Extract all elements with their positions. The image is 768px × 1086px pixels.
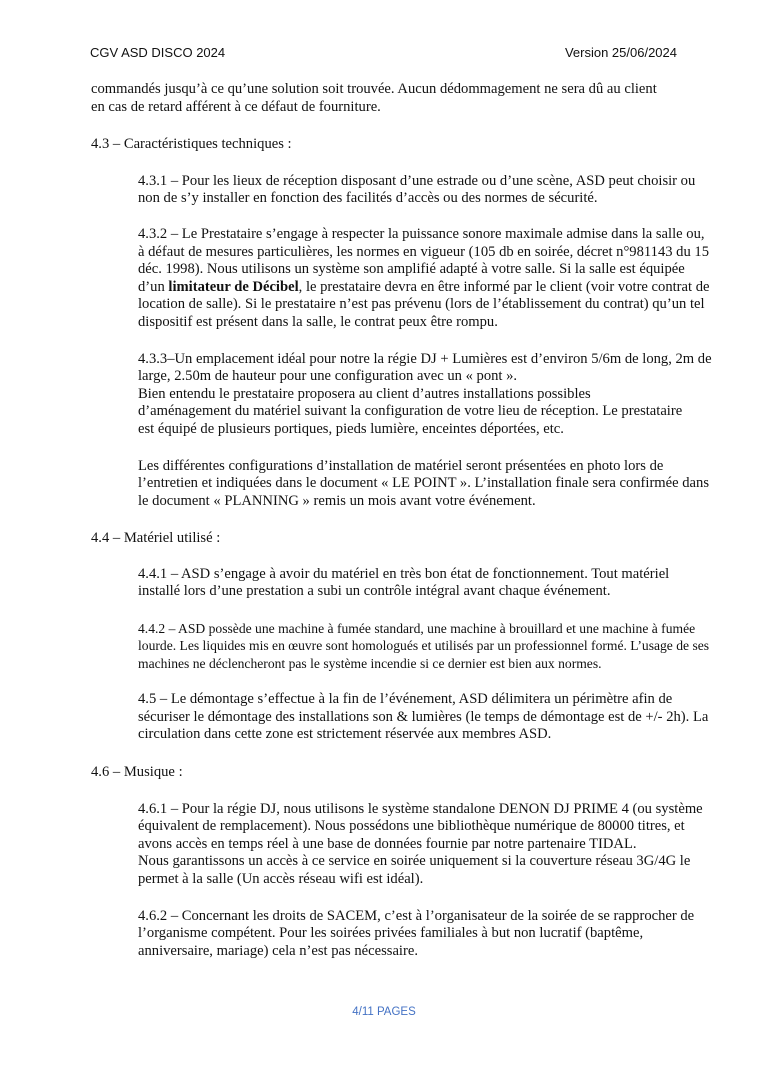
section-4-6-title: 4.6 – Musique : [91,764,183,781]
paragraph-4-3-3-configurations: Les différentes configurations d’installation de matériel seront présentées en photo lors de l’entretien et indiquées dans le document « LE POINT ». L’installation finale sera confirmée dans le document « PLANNING » remis un mois avant votre événement. [138,457,710,509]
paragraph-4-4-2: 4.4.2 – ASD possède une machine à fumée standard, une machine à brouillard et une machine à fumée lourde. Les liquides mis en œuvre sont homologués et utilisés par un professionnel formé. L’usage de ses machines ne déclencheront pas le système incendie si ce dernier est bien aux normes. [138,621,710,671]
p432-bold-text: limitateur de Décibel [168,278,299,295]
document-body [91,81,714,960]
header-doc-title: CGV ASD DISCO 2024 [90,45,226,60]
section-4-4-title: 4.4 – Matériel utilisé : [91,530,221,547]
header-version: Version 25/06/2024 [564,45,677,60]
paragraph-4-3-2 [138,226,713,332]
paragraph-4-6-1-continued: Nous garantissons un accès à ce service en soirée uniquement si la couverture réseau 3G/4G le permet à la salle (Un accès réseau wifi est idéal). [138,853,691,888]
paragraph-4-3-3: 4.3.3–Un emplacement idéal pour notre la régie DJ + Lumières est d’environ 5/6m de long, 2m de large, 2.50m de hauteur pour une configuration avec un « pont ». [138,350,712,385]
paragraph-4-3-3-continued: Bien entendu le prestataire proposera au client d’autres installations possibles d’aménagement du matériel suivant la configuration de votre lieu de réception. Le prestataire est équipé de plusieurs portiques, pieds lumière, enceintes déportées, etc. [138,385,683,437]
paragraph-4-3-1: 4.3.1 – Pour les lieux de réception disposant d’une estrade ou d’une scène, ASD peut choisir ou non de s’y installer en fonction des facilités d’accès ou des normes de sécurité. [138,172,696,207]
page-header [90,45,677,60]
paragraph-4-6-2: 4.6.2 – Concernant les droits de SACEM, c’est à l’organisateur de la soirée de se rapprocher de l’organisme compétent. Pour les soirées privées familiales à but non lucratif (baptême, anniversaire, mariage) cela n’est pas nécessaire. [138,907,695,959]
paragraph-4-5: 4.5 – Le démontage s’effectue à la fin de l’événement, ASD délimitera un périmètre afin de sécuriser le démontage des installations son & lumières (le temps de démontage est de +/- 2h). La circulation dans cette zone est strictement réservée aux membres ASD. [138,691,709,743]
intro-paragraph: commandés jusqu’à ce qu’une solution soit trouvée. Aucun dédommagement ne sera dû au client en cas de retard afférent à ce défaut de fourniture. [91,81,657,115]
section-4-3-title: 4.3 – Caractéristiques techniques : [91,136,292,153]
paragraph-4-6-1: 4.6.1 – Pour la régie DJ, nous utilisons le système standalone DENON DJ PRIME 4 (ou système équivalent de remplacement). Nous possédons une bibliothèque numérique de 80000 titres, et avons accès en temps réel à une base de données fournie par notre partenaire TIDAL. [138,800,703,852]
paragraph-4-4-1: 4.4.1 – ASD s’engage à avoir du matériel en très bon état de fonctionnement. Tout matériel installé lors d’une prestation a subi un contrôle intégral avant chaque événement. [138,565,670,600]
page-number: 4/11 PAGES [352,1006,416,1018]
p432-text-a: 4.3.2 – Le Prestataire s’engage à respecter la puissance sonore maximale admise dans la salle ou, à défaut de mesures particulières, les normes en vigueur (105 db en soirée, décret n°981143 du 15 déc. 1998). Nous utilisons un système son amplifié adapté à votre salle. Si la salle est équipée d’un [138,225,710,295]
p432-text-b: , le prestataire devra en être informé par le client (voir votre contrat de location de salle). Si le prestataire n’est pas prévenu (lors de l’établissement du contrat) qu’un tel dispositif est présent dans la salle, le contrat peux être rompu. [138,278,710,330]
